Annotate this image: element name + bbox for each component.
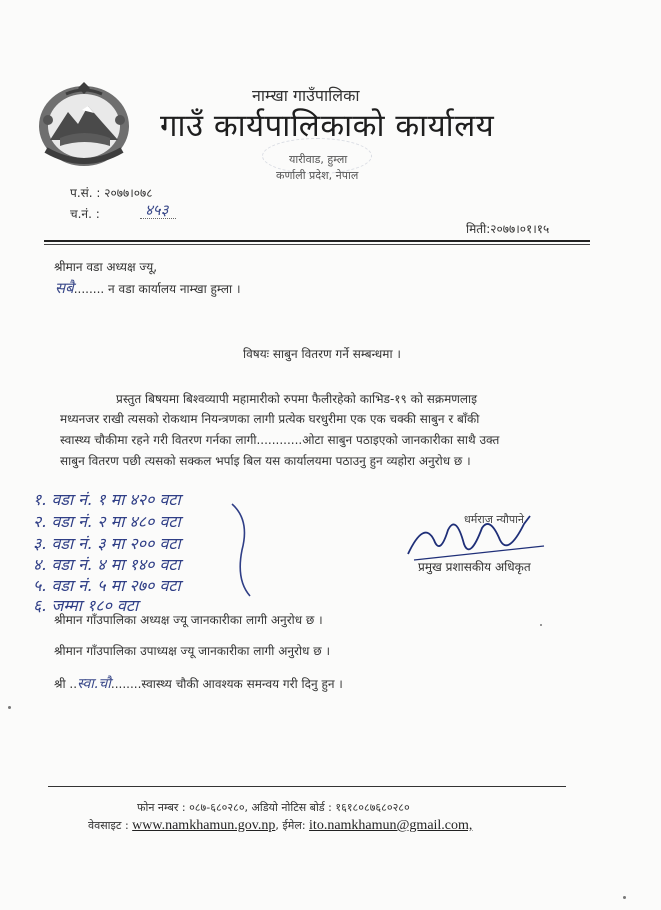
email-label: , ईमेल: [275, 819, 306, 832]
cn-handwritten-number: ४५३ [145, 201, 169, 219]
copy-to-vice-chairperson: श्रीमान गाँउपालिका उपाध्यक्ष ज्यू जानकारीका लागी अनुरोध छ । [54, 644, 331, 658]
office-title: गाउँ कार्यपालिकाको कार्यालय [160, 108, 495, 144]
recipient-line [55, 278, 241, 298]
recipient-handwritten: सबै [55, 279, 74, 297]
recipient-text: ........ न वडा कार्यालय नाम्खा हुम्ला । [73, 282, 241, 296]
distribution-item-5: ५. वडा नं. ५ मा २७० वटा [33, 576, 181, 595]
cc3-prefix: श्री .. [54, 677, 78, 691]
distribution-item-6: ६. जम्मा १८० वटा [33, 596, 139, 615]
cc3-handwritten: स्वा.चौ [77, 676, 111, 692]
copy-to-chairperson: श्रीमान गाँउपालिका अध्यक्ष ज्यू जानकारीका लागी अनुरोध छ । [54, 613, 323, 627]
distribution-item-3: ३. वडा नं. ३ मा २०० वटा [33, 534, 181, 553]
ps-number: प.सं. : २०७७।०७८ [70, 186, 153, 200]
website-label: वेवसाइट : [88, 819, 129, 832]
body-line-4: साबुन वितरण पछी त्यसको सक्कल भर्पाइ बिल यस कार्यालयमा पठाउनु हुन व्यहोरा अनुरोध छ । [60, 454, 471, 468]
footer-phone: फोन नम्बर : ०८७-६८०२८०, अडियो नोटिस बोर्ड : १६१८०८७६८०२८० [137, 801, 410, 814]
copy-to-health-post [54, 674, 343, 693]
header-rule-thin [44, 244, 590, 245]
email-link[interactable]: ito.namkhamun@gmail.com, [309, 818, 473, 833]
body-line-1: प्रस्तुत बिषयमा बिश्वव्यापी महामारीको रुपमा फैलीरहेको काभिड-१९ को सक्रमणलाइ [116, 392, 478, 406]
municipality-name: नाम्खा गाउँपालिका [252, 86, 360, 105]
handwritten-bracket [228, 500, 254, 600]
cn-label: च.नं. : [70, 207, 100, 221]
nepal-emblem-icon [36, 80, 132, 168]
distribution-item-2: २. वडा नं. २ मा ४८० वटा [33, 512, 181, 531]
address-line-2: कर्णाली प्रदेश, नेपाल [276, 169, 359, 182]
paper-speck [623, 896, 626, 899]
subject-line: विषयः साबुन वितरण गर्ने सम्बन्धमा । [243, 347, 401, 361]
address-line-1: यारीवाड, हुम्ला [289, 153, 348, 166]
footer-web [88, 818, 472, 834]
paper-speck [8, 706, 11, 709]
cn-dotted-line [140, 218, 176, 219]
body-line-2: मध्यनजर राखी त्यसको रोकथाम नियन्त्रणका लागी प्रत्येक घरधुरीमा एक एक चक्की साबुन र बाँकी [60, 412, 480, 426]
signatory-name: धर्मराज न्यौपाने [464, 513, 525, 526]
paper-speck [540, 624, 542, 626]
footer-rule [48, 786, 566, 787]
header-rule [44, 240, 590, 242]
signatory-title: प्रमुख प्रशासकीय अधिकृत [418, 560, 531, 574]
distribution-item-1: १. वडा नं. १ मा ४२० वटा [33, 490, 181, 509]
salutation: श्रीमान वडा अध्यक्ष ज्यू, [54, 260, 158, 274]
letter-date: मिती:२०७७।०१।१५ [466, 222, 550, 236]
website-link[interactable]: www.namkhamun.gov.np [132, 818, 276, 833]
cc3-text: ........स्वास्थ्य चौकी आवश्यक समन्वय गरी दिनु हुन । [110, 677, 343, 691]
distribution-item-4: ४. वडा नं. ४ मा १४० वटा [33, 555, 181, 574]
body-line-3: स्वास्थ्य चौकीमा रहने गरी वितरण गर्नका लागी............ओटा साबुन पठाइएको जानकारीका साथै उक्त [60, 433, 500, 447]
